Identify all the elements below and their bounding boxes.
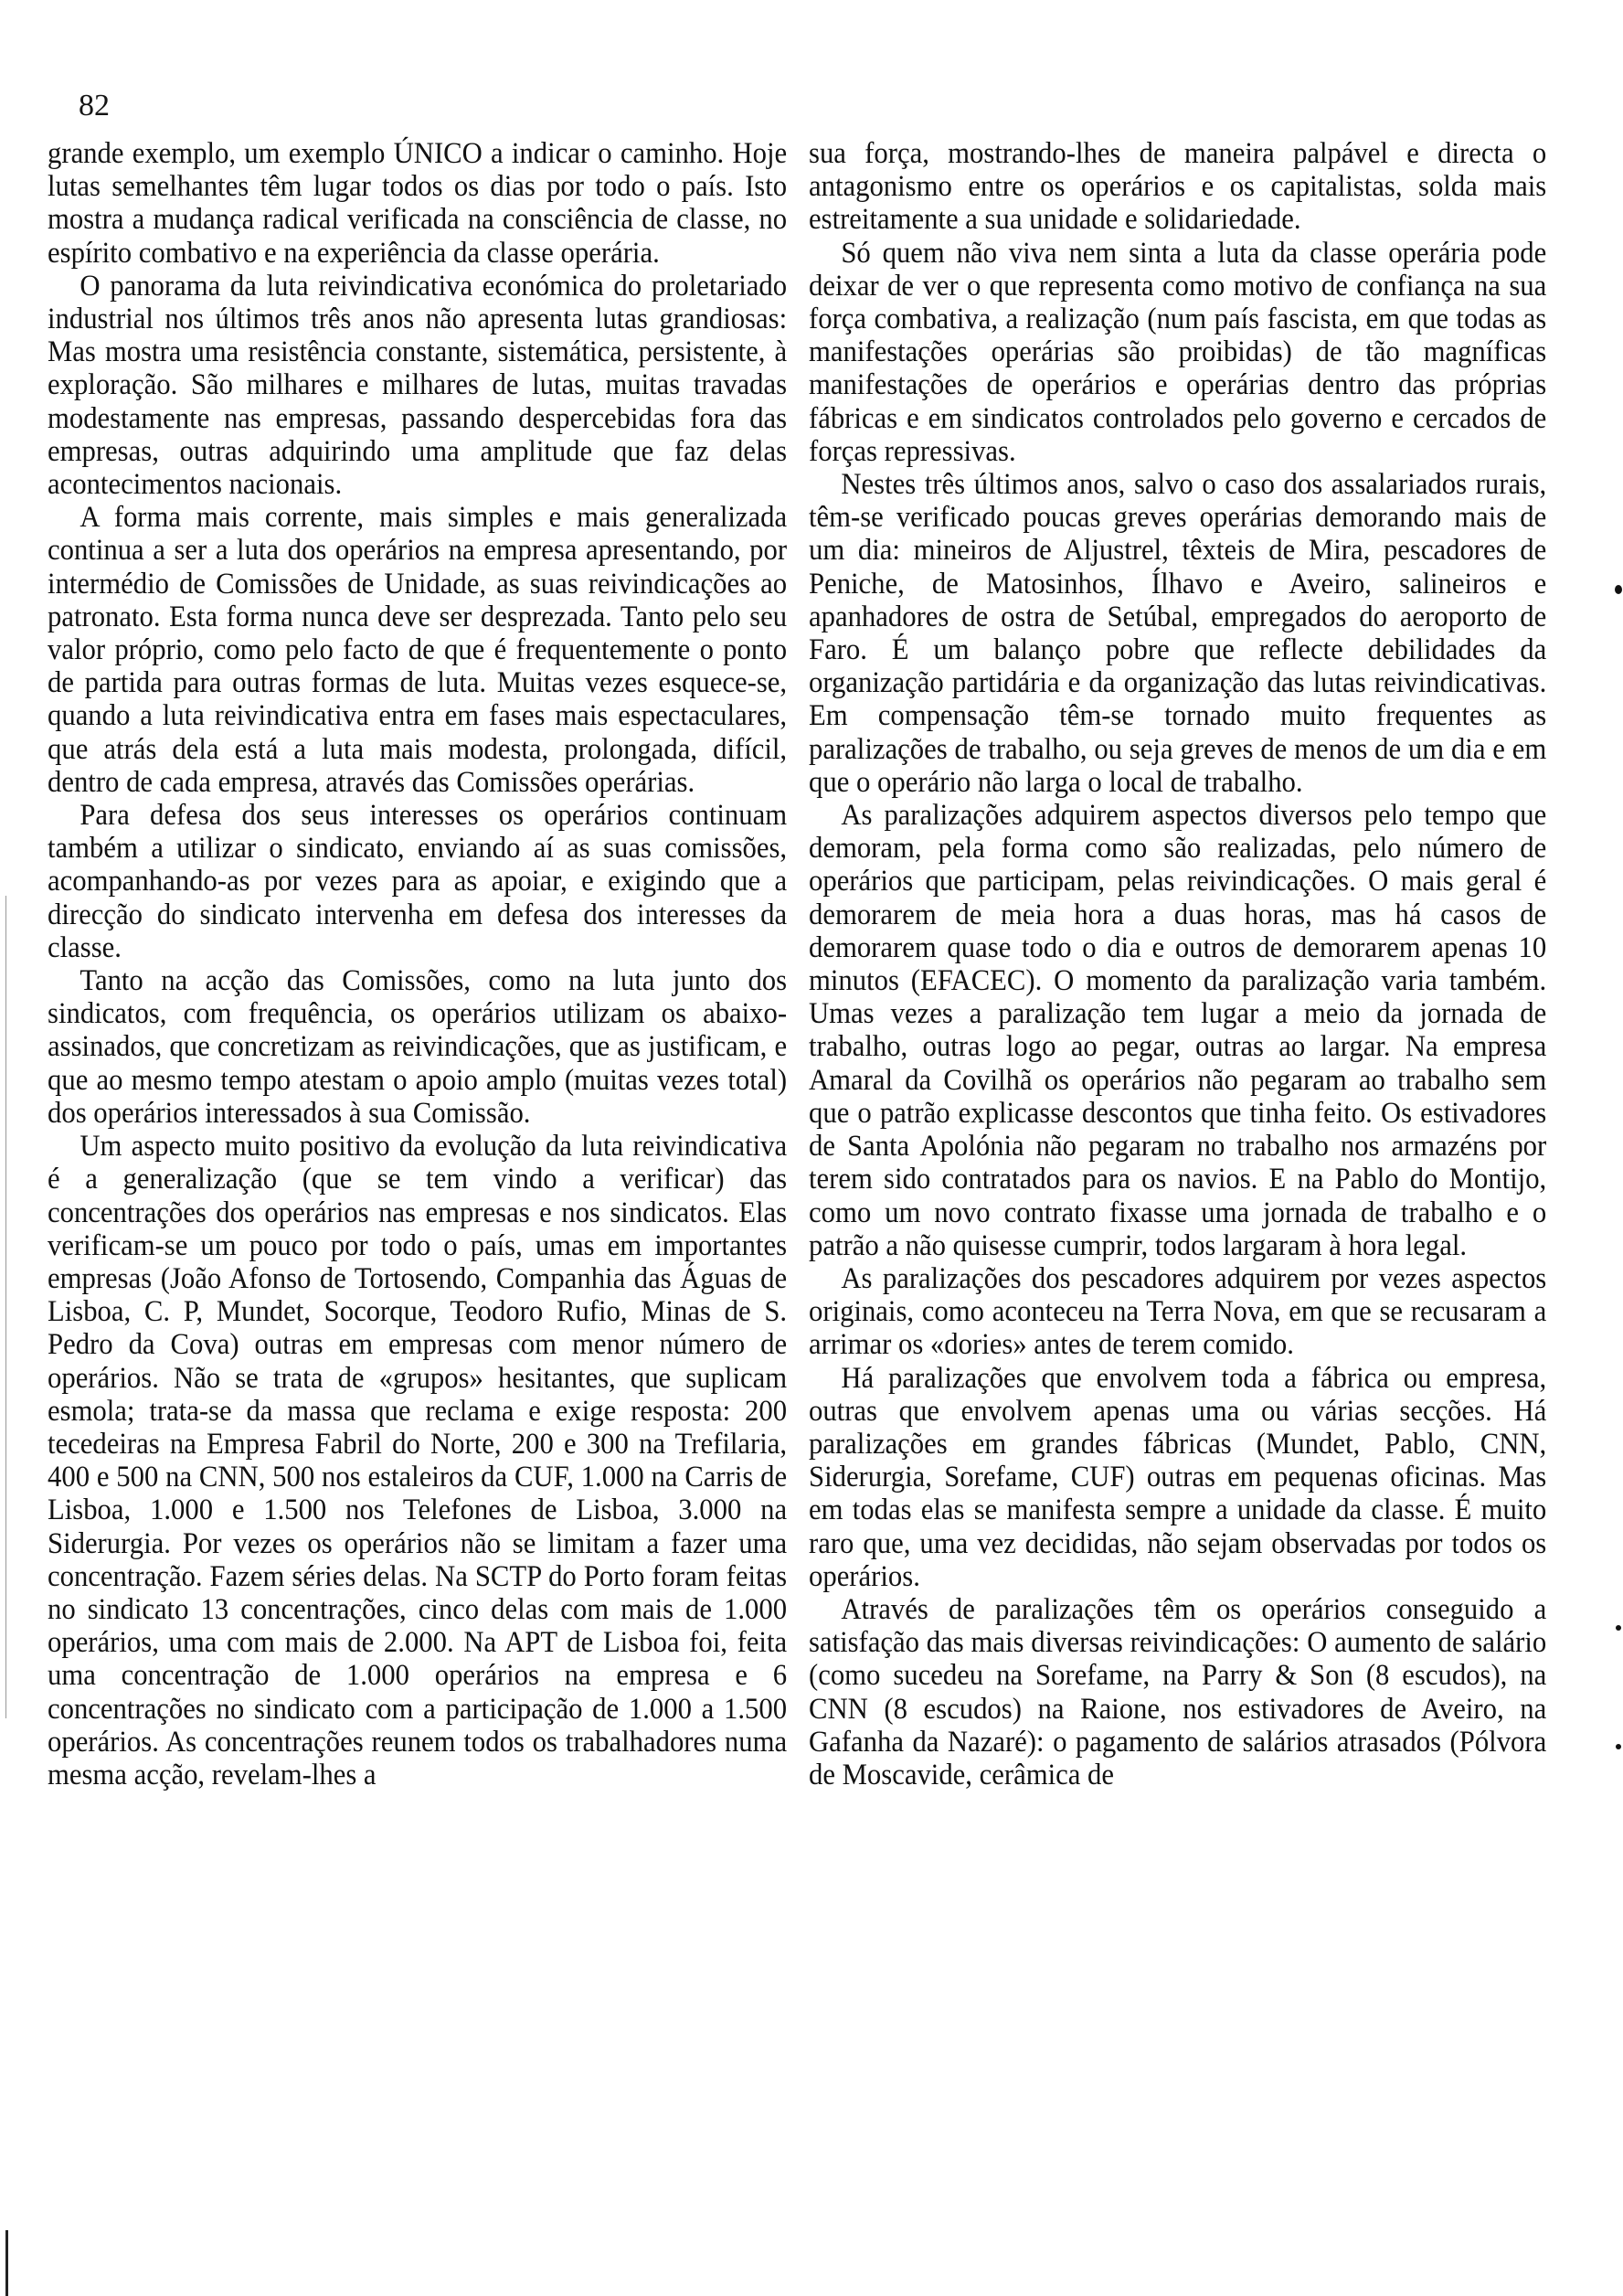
paragraph: grande exemplo, um exemplo ÚNICO a indicar o caminho. Hoje lutas semelhantes têm lugar todos os dias por todo o país. Isto mostra a mudança radical verificada na consciência de classe, no espírito combativo e na experiência da classe operária.: [48, 137, 788, 270]
paragraph: As paralizações dos pescadores adquirem por vezes aspectos originais, como aconteceu na Terra Nova, em que se recusaram a arrimar os «dories» antes de terem comido.: [809, 1261, 1547, 1362]
scan-speck: [1616, 1744, 1621, 1749]
paragraph: Para defesa dos seus interesses os operários continuam também a utilizar o sindicato, enviando aí as suas comissões, acompanhando-as por vezes para as apoiar, e exigindo que a direcção do sindicato intervenha em defesa dos interesses da classe.: [48, 799, 788, 964]
left-column: [48, 137, 787, 1791]
paragraph: O panorama da luta reivindicativa económica do proletariado industrial nos últimos três anos não apresenta lutas grandiosas: Mas mostra uma resistência constante, sistemática, persistente, à exploração. São milhares e milhares de lutas, muitas travadas modestamente nas empresas, passando despercebidas fora das empresas, outras adquirindo uma amplitude que faz delas acontecimentos nacionais.: [48, 269, 788, 502]
paragraph: Tanto na acção das Comissões, como na luta junto dos sindicatos, com frequência, os operários utilizam os abaixo-assinados, que concretizam as reivindicações, que as justificam, e que ao mesmo tempo atestam o apoio amplo (muitas vezes total) dos operários interessados à sua Comissão.: [48, 964, 788, 1130]
paragraph: Um aspecto muito positivo da evolução da luta reivindicativa é a generalização (que se tem vindo a verificar) das concentrações dos operários nas empresas e nos sindicatos. Elas verificam-se um pouco por todo o país, umas em importantes empresas (João Afonso de Tortosendo, Companhia das Águas de Lisboa, C. P, Mundet, Socorque, Teodoro Rufio, Minas de S. Pedro da Cova) outras em empresas com menor número de operários. Não se trata de «grupos» hesitantes, que suplicam esmola; trata-se da massa que reclama e exige resposta: 200 tecedeiras na Empresa Fabril do Norte, 200 e 300 na Trefilaria, 400 e 500 na CNN, 500 nos estaleiros da CUF, 1.000 na Carris de Lisboa, 1.000 e 1.500 nos Telefones de Lisboa, 3.000 na Siderurgia. Por vezes os operários não se limitam a fazer uma concentração. Fazem séries delas. Na SCTP do Porto foram feitas no sindicato 13 concentrações, cinco delas com mais de 1.000 operários, uma com mais de 2.000. Na APT de Lisboa foi, feita uma concentração de 1.000 operários na empresa e 6 concentrações no sindicato com a participação de 1.000 a 1.500 operários. As concentrações reunem todos os trabalhadores numa mesma acção, revelam-lhes a: [48, 1130, 788, 1791]
page-number: 82: [79, 89, 110, 122]
scan-edge-mark: [5, 2230, 8, 2296]
paragraph: sua força, mostrando-lhes de maneira palpável e directa o antagonismo entre os operários e os capitalistas, solda mais estreitamente a sua unidade e solidariedade.: [809, 137, 1547, 237]
scan-speck: [1615, 585, 1622, 594]
right-column: [809, 137, 1546, 1791]
paragraph: Só quem não viva nem sinta a luta da classe operária pode deixar de ver o que representa como motivo de confiança na sua força combativa, a realização (num país fascista, em que todas as manifestações operárias são proibidas) de tão magníficas manifestações de operários e operárias dentro das próprias fábricas e em sindicatos controlados pelo governo e cercados de forças repressivas.: [809, 236, 1547, 468]
scan-speck: [1616, 1625, 1621, 1631]
paragraph: Nestes três últimos anos, salvo o caso dos assalariados rurais, têm-se verificado poucas greves operárias demorando mais de um dia: mineiros de Aljustrel, têxteis de Mira, pescadores de Peniche, de Matosinhos, Ílhavo e Aveiro, salineiros e apanhadores de ostra de Setúbal, empregados do aeroporto de Faro. É um balanço pobre que reflecte debilidades da organização partidária e da organização das lutas reivindicativas. Em compensação têm-se tornado muito frequentes as paralizações de trabalho, ou seja greves de menos de um dia e em que o operário não larga o local de trabalho.: [809, 468, 1547, 799]
scan-edge-mark: [5, 896, 6, 1718]
paragraph: Através de paralizações têm os operários conseguido a satisfação das mais diversas reivindicações: O aumento de salário (como sucedeu na Sorefame, na Parry & Son (8 escudos), na CNN (8 escudos) na Raione, nos estivadores de Aveiro, na Gafanha da Nazaré): o pagamento de salários atrasados (Pólvora de Moscavide, cerâmica de: [809, 1592, 1547, 1791]
paragraph: As paralizações adquirem aspectos diversos pelo tempo que demoram, pela forma como são realizadas, pelo número de operários que participam, pelas reivindicações. O mais geral é demorarem de meia hora a duas horas, mas há casos de demorarem quase todo o dia e outros de demorarem apenas 10 minutos (EFACEC). O momento da paralização varia também. Umas vezes a paralização tem lugar a meio da jornada de trabalho, outras logo ao pegar, outras ao largar. Na empresa Amaral da Covilhã os operários não pegaram ao trabalho sem que o patrão explicasse descontos que tinha feito. Os estivadores de Santa Apolónia não pegaram no trabalho nos armazéns por terem sido contratados para os navios. E na Pablo do Montijo, como um novo contrato fixasse uma jornada de trabalho e o patrão a não quisesse cumprir, todos largaram à hora legal.: [809, 799, 1547, 1262]
paragraph: Há paralizações que envolvem toda a fábrica ou empresa, outras que envolvem apenas uma ou várias secções. Há paralizações em grandes fábricas (Mundet, Pablo, CNN, Siderurgia, Sorefame, CUF) outras em pequenas oficinas. Mas em todas elas se manifesta sempre a unidade da classe. É muito raro que, uma vez decididas, não sejam observadas por todos os operários.: [809, 1361, 1547, 1593]
paragraph: A forma mais corrente, mais simples e mais generalizada continua a ser a luta dos operários na empresa apresentando, por intermédio de Comissões de Unidade, as suas reivindicações ao patronato. Esta forma nunca deve ser desprezada. Tanto pelo seu valor próprio, como pelo facto de que é frequentemente o ponto de partida para outras formas de luta. Muitas vezes esquece-se, quando a luta reivindicativa entra em fases mais espectaculares, que atrás dela está a luta mais modesta, prolongada, difícil, dentro de cada empresa, através das Comissões operárias.: [48, 501, 788, 799]
